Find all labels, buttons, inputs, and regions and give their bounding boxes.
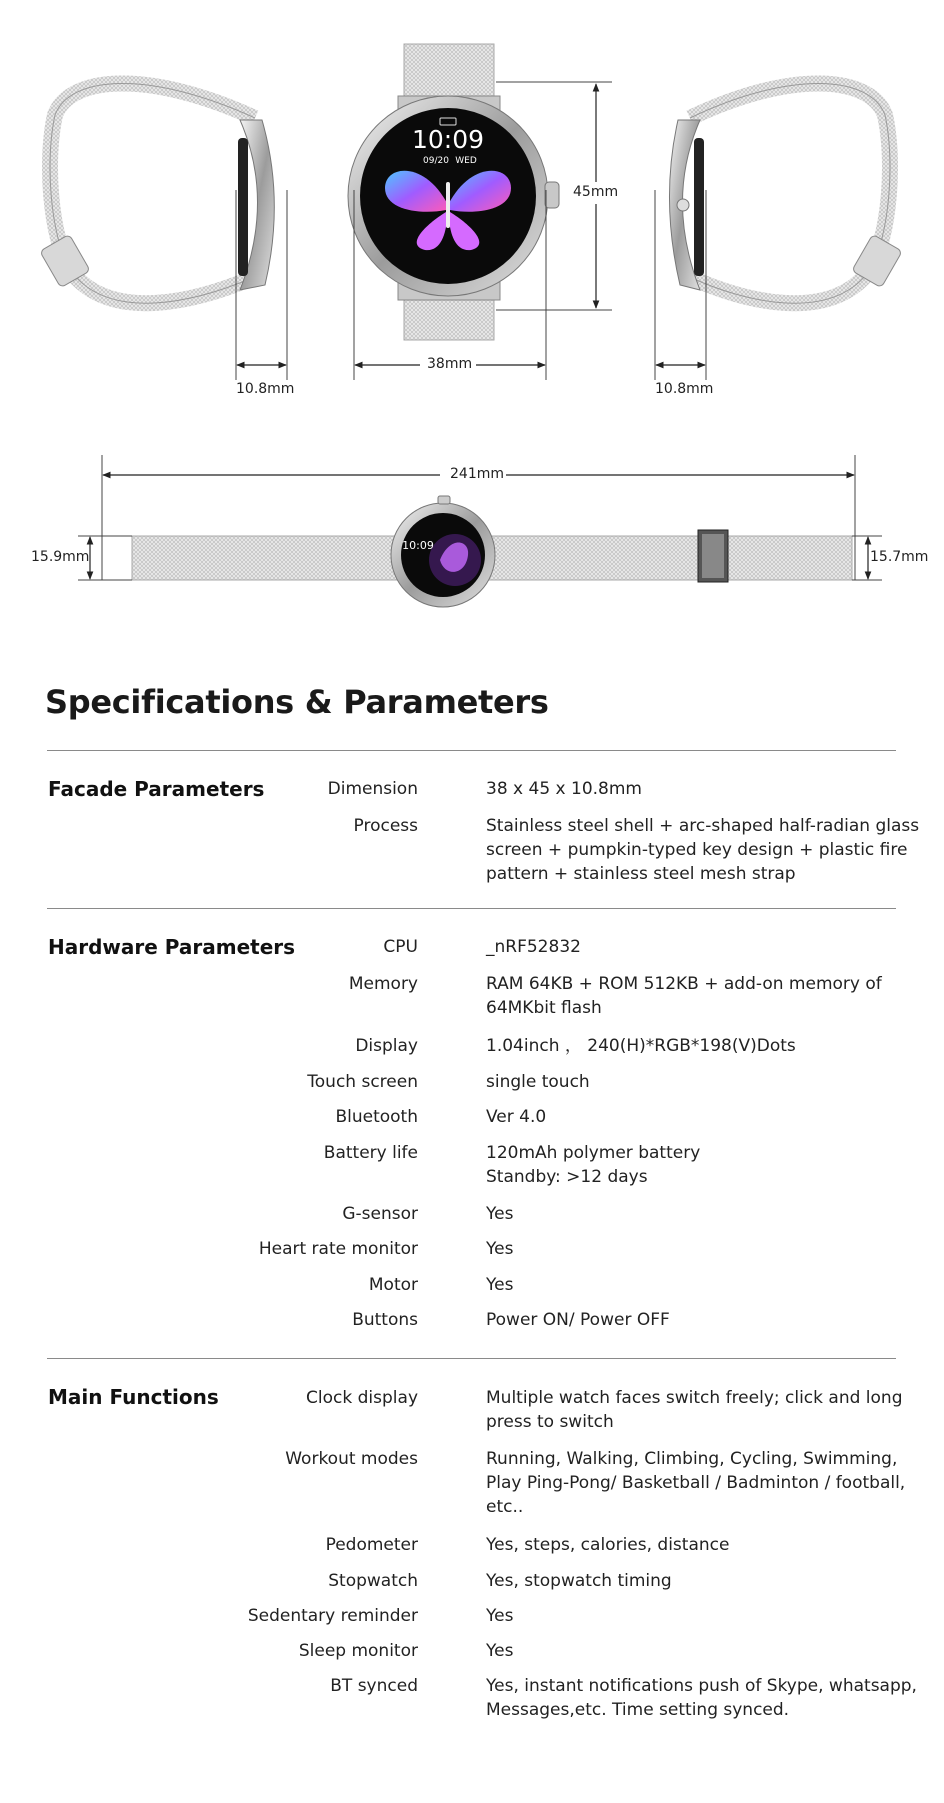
spec-value-motor: Yes (486, 1275, 514, 1295)
spec-label-bluetooth: Bluetooth (335, 1107, 418, 1127)
spec-label-buttons: Buttons (352, 1310, 418, 1330)
spec-value-heart-rate: Yes (486, 1239, 514, 1259)
spec-value-bluetooth: Ver 4.0 (486, 1107, 547, 1127)
spec-label-process: Process (353, 816, 418, 836)
section-title-main-functions: Main Functions (48, 1385, 219, 1409)
right-side-view (669, 83, 902, 303)
spec-label-g-sensor: G-sensor (342, 1204, 418, 1224)
spec-value-battery-life: 120mAh polymer battery Standby: >12 days (486, 1143, 701, 1187)
spec-label-display: Display (355, 1036, 418, 1056)
spec-value-buttons: Power ON/ Power OFF (486, 1310, 670, 1330)
spec-value-dimension: 38 x 45 x 10.8mm (486, 779, 642, 799)
spec-label-motor: Motor (368, 1275, 418, 1295)
spec-label-sedentary-reminder: Sedentary reminder (247, 1606, 418, 1626)
height-label: 45mm (573, 184, 619, 200)
spec-label-pedometer: Pedometer (325, 1535, 418, 1555)
spec-label-clock-display: Clock display (306, 1388, 418, 1408)
product-dimension-drawing (0, 0, 944, 640)
spec-label-touch-screen: Touch screen (307, 1072, 418, 1092)
spec-label-bt-synced: BT synced (330, 1676, 418, 1696)
spec-label-heart-rate: Heart rate monitor (258, 1239, 418, 1259)
right-thickness-label: 10.8mm (655, 381, 714, 397)
section-title-facade: Facade Parameters (48, 777, 265, 801)
left-thickness-label: 10.8mm (236, 381, 295, 397)
spec-label-workout-modes: Workout modes (285, 1449, 418, 1469)
spec-label-sleep-monitor: Sleep monitor (298, 1641, 418, 1661)
watch-time: 10:09 (411, 125, 485, 154)
left-side-view (40, 83, 275, 303)
spec-value-process: Stainless steel shell + arc-shaped half-radian glass screen + pumpkin-typed key design + plastic fire pattern + stainless steel mesh strap (486, 816, 920, 884)
spec-value-workout-modes: Running, Walking, Climbing, Cycling, Swimming, Play Ping-Pong/ Basketball / Badminton / football, etc.. (486, 1449, 906, 1517)
divider (47, 908, 896, 909)
width-label: 38mm (427, 356, 473, 372)
spec-value-g-sensor: Yes (486, 1204, 514, 1224)
divider (47, 1358, 896, 1359)
spec-value-pedometer: Yes, steps, calories, distance (486, 1535, 730, 1555)
spec-value-sleep-monitor: Yes (486, 1641, 514, 1661)
spec-label-memory: Memory (348, 974, 418, 994)
watch-date: 09/20 (423, 156, 449, 166)
spec-label-battery-life: Battery life (323, 1143, 418, 1163)
spec-value-bt-synced: Yes, instant notifications push of Skype, whatsapp, Messages,etc. Time setting synced. (486, 1676, 917, 1720)
strap-left-width-label: 15.9mm (31, 549, 90, 565)
spec-value-stopwatch: Yes, stopwatch timing (486, 1571, 672, 1591)
section-title-hardware: Hardware Parameters (48, 935, 296, 959)
page-title: Specifications & Parameters (45, 683, 549, 721)
spec-label-stopwatch: Stopwatch (328, 1571, 418, 1591)
spec-value-memory: RAM 64KB + ROM 512KB + add-on memory of 64MKbit flash (486, 974, 882, 1018)
spec-value-sedentary-reminder: Yes (486, 1606, 514, 1626)
spec-label-cpu: CPU (383, 937, 418, 957)
strap-length-label: 241mm (450, 466, 504, 482)
spec-value-cpu: _nRF52832 (486, 937, 581, 957)
watch-day: WED (455, 156, 477, 166)
spec-value-display: 1.04inch ， 240(H)*RGB*198(V)Dots (486, 1036, 796, 1056)
strap-watch-time: 10:09 (402, 539, 434, 552)
spec-value-touch-screen: single touch (486, 1072, 590, 1092)
front-view (348, 44, 559, 340)
spec-label-dimension: Dimension (327, 779, 418, 799)
strap-right-width-label: 15.7mm (870, 549, 929, 565)
divider (47, 750, 896, 751)
spec-value-clock-display: Multiple watch faces switch freely; click and long press to switch (486, 1388, 903, 1432)
